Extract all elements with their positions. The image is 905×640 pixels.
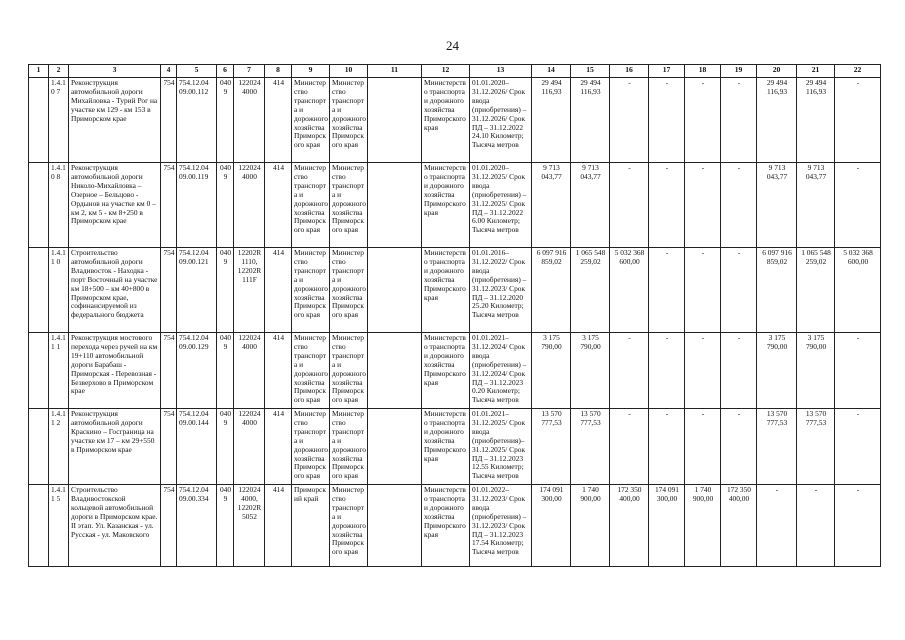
cell-col-21: 3 175 790,00 [797,333,835,409]
cell-developer: Министерство транспорта и дорожного хозяйства Приморского края [422,333,470,409]
column-header: 13 [470,65,532,78]
cell-col-11 [368,78,422,163]
cell-expense-type: 414 [265,409,292,485]
cell-budget-code: 754.12.04 09.00.121 [177,248,217,333]
cell-object-name: Строительство Владивостокской кольцевой автомобильной дороги в Приморском крае. II этап. Ул. Казанская - ул. Русская - ул. Маковского [69,485,161,567]
header-row [29,65,881,78]
column-header: 14 [532,65,571,78]
cell-target-code: 122024 4000 [234,333,265,409]
cell-cost-total: 29 494 116,93 [532,78,571,163]
cell-col-17: - [649,409,685,485]
cell-col-11 [368,485,422,567]
cell-period-capacity: 01.01.2016–31.12.2022/ Срок ввода (приобретения) – 31.12.2023/ Срок ПД – 31.12.2020 25.20 Километр; Тысяча метров [470,248,532,333]
cell-section-code: 0409 [217,248,234,333]
column-header: 16 [610,65,649,78]
column-header: 18 [685,65,721,78]
cell-col-18: - [685,248,721,333]
table-row [29,248,881,333]
cell-col-17: - [649,333,685,409]
cell-target-code: 122024 4000 [234,78,265,163]
column-header: 1 [29,65,49,78]
column-header: 8 [265,65,292,78]
cell-section-code: 0409 [217,333,234,409]
cell-developer: Министерство транспорта и дорожного хозяйства Приморского края [422,163,470,248]
cell-expense-type: 414 [265,163,292,248]
cell-cost-federal: - [610,409,649,485]
cell-cost-regional: 29 494 116,93 [571,78,610,163]
cell-object-name: Реконструкция автомобильной дороги Михайловка - Турий Рог на участке км 129 - км 153 в Приморском крае [69,78,161,163]
cell-col-17: - [649,78,685,163]
cell-col-19: 172 350 400,00 [721,485,757,567]
cell-col-22: - [835,78,881,163]
cell-col-1 [29,333,49,409]
cell-col-1 [29,248,49,333]
cell-col-22: - [835,409,881,485]
cell-period-capacity: 01.01.2021–31.12.2024/ Срок ввода (приобретения) – 31.12.2024/ Срок ПД – 31.12.2023 0.20 Километр; Тысяча метров [470,333,532,409]
cell-target-code: 12202R 1110, 12202R 111F [234,248,265,333]
table-row [29,163,881,248]
cell-cost-federal: - [610,333,649,409]
column-header: 15 [571,65,610,78]
cell-target-code: 122024 4000 [234,409,265,485]
cell-col-11 [368,248,422,333]
cell-col-1 [29,485,49,567]
cell-cost-total: 3 175 790,00 [532,333,571,409]
column-header: 3 [69,65,161,78]
cell-ministry-code: 754 [161,485,177,567]
cell-target-code: 122024 4000, 12202R 5052 [234,485,265,567]
cell-col-21: - [797,485,835,567]
cell-budget-code: 754.12.04 09.00.144 [177,409,217,485]
cell-section-code: 0409 [217,485,234,567]
cell-object-name: Реконструкция автомобильной дороги Николо-Михайловка – Озерное – Бельцово - Ордынов на участке км 0 – км 2, км 5 - км 8+250 в Приморском крае [69,163,161,248]
cell-cost-total: 13 570 777,53 [532,409,571,485]
cell-col-19: - [721,163,757,248]
column-header: 9 [292,65,330,78]
cell-col-18: - [685,409,721,485]
cell-cost-federal: 5 032 368 600,00 [610,248,649,333]
column-header: 22 [835,65,881,78]
cell-customer: Министерство транспорта и дорожного хозяйства Приморского края [330,248,368,333]
cell-col-21: 29 494 116,93 [797,78,835,163]
cell-col-18: - [685,333,721,409]
cell-cost-total: 6 097 916 859,02 [532,248,571,333]
cell-cost-regional: 1 740 900,00 [571,485,610,567]
cell-col-18: - [685,163,721,248]
cell-col-11 [368,409,422,485]
column-header: 21 [797,65,835,78]
table-row [29,333,881,409]
cell-target-code: 122024 4000 [234,163,265,248]
cell-expense-type: 414 [265,248,292,333]
cell-col-11 [368,163,422,248]
cell-col-17: - [649,163,685,248]
cell-col-20: 29 494 116,93 [757,78,797,163]
cell-col-21: 9 713 043,77 [797,163,835,248]
column-header: 19 [721,65,757,78]
cell-responsible: Министерство транспорта и дорожного хозяйства Приморского края [292,163,330,248]
cell-col-20: 13 570 777,53 [757,409,797,485]
column-header: 4 [161,65,177,78]
page-number: 24 [446,38,459,53]
cell-item-number: 1.4.11 2 [49,409,69,485]
cell-responsible: Министерство транспорта и дорожного хозяйства Приморского края [292,248,330,333]
cell-ministry-code: 754 [161,333,177,409]
cell-col-20: 6 097 916 859,02 [757,248,797,333]
cell-col-20: - [757,485,797,567]
cell-object-name: Реконструкция автомобильной дороги Краскино – Госграница на участке км 17 – км 29+550 в Приморском крае [69,409,161,485]
cell-developer: Министерство транспорта и дорожного хозяйства Приморского края [422,485,470,567]
cell-col-19: - [721,248,757,333]
cell-col-19: - [721,409,757,485]
cell-period-capacity: 01.01.2022–31.12.2023/ Срок ввода (приобретения) – 31.12.2023/ Срок ПД – 31.12.2023 17.54 Километр; Тысяча метров [470,485,532,567]
cell-col-11 [368,333,422,409]
cell-responsible: Министерство транспорта и дорожного хозяйства Приморского края [292,78,330,163]
cell-customer: Министерство транспорта и дорожного хозяйства Приморского края [330,333,368,409]
cell-cost-total: 9 713 043,77 [532,163,571,248]
cell-customer: Министерство транспорта и дорожного хозяйства Приморского края [330,163,368,248]
cell-budget-code: 754.12.04 09.00.334 [177,485,217,567]
cell-col-20: 9 713 043,77 [757,163,797,248]
column-header: 2 [49,65,69,78]
cell-col-1 [29,163,49,248]
column-header: 10 [330,65,368,78]
cell-col-18: 1 740 900,00 [685,485,721,567]
column-header: 5 [177,65,217,78]
cell-expense-type: 414 [265,333,292,409]
table-row [29,409,881,485]
cell-cost-total: 174 091 300,00 [532,485,571,567]
cell-col-22: - [835,163,881,248]
cell-col-19: - [721,78,757,163]
cell-period-capacity: 01.01.2021–31.12.2025/ Срок ввода (приобретения)– 31.12.2025/ Срок ПД – 31.12.2023 12.55 Километр; Тысяча метров [470,409,532,485]
cell-expense-type: 414 [265,78,292,163]
table-row [29,485,881,567]
column-header: 20 [757,65,797,78]
cell-col-21: 13 570 777,53 [797,409,835,485]
cell-developer: Министерство транспорта и дорожного хозяйства Приморского края [422,78,470,163]
cell-col-20: 3 175 790,00 [757,333,797,409]
cell-cost-regional: 3 175 790,00 [571,333,610,409]
column-header: 7 [234,65,265,78]
cell-expense-type: 414 [265,485,292,567]
cell-responsible: Приморский край [292,485,330,567]
cell-period-capacity: 01.01.2020–31.12.2025/ Срок ввода (приобретения) – 31.12.2025/ Срок ПД – 31.12.2022 6.00 Километр; Тысяча метров [470,163,532,248]
cell-item-number: 1.4.11 0 [49,248,69,333]
cell-budget-code: 754.12.04 09.00.119 [177,163,217,248]
cell-ministry-code: 754 [161,248,177,333]
cell-ministry-code: 754 [161,163,177,248]
column-header: 17 [649,65,685,78]
cell-section-code: 0409 [217,409,234,485]
cell-object-name: Строительство автомобильной дороги Владивосток - Находка - порт Восточный на участке км 18+500 – км 40+800 в Приморском крае, софинансируемой из федерального бюджета [69,248,161,333]
cell-object-name: Реконструкция мостового перехода через ручей на км 19+110 автомобильной дороги Барабаш - Приморская - Перевозная - Безверхово в Приморском крае [69,333,161,409]
cell-col-22: 5 032 368 600,00 [835,248,881,333]
cell-cost-federal: - [610,163,649,248]
cell-cost-federal: 172 350 400,00 [610,485,649,567]
cell-developer: Министерство транспорта и дорожного хозяйства Приморского края [422,409,470,485]
cell-period-capacity: 01.01.2020–31.12.2026/ Срок ввода (приобретения) – 31.12.2026/ Срок ПД – 31.12.2022 24.10 Километр; Тысяча метров [470,78,532,163]
cell-item-number: 1.4.11 1 [49,333,69,409]
cell-section-code: 0409 [217,78,234,163]
cell-cost-regional: 1 065 548 259,02 [571,248,610,333]
cell-col-1 [29,409,49,485]
cell-item-number: 1.4.10 7 [49,78,69,163]
cell-cost-regional: 9 713 043,77 [571,163,610,248]
cell-developer: Министерство транспорта и дорожного хозяйства Приморского края [422,248,470,333]
cell-col-21: 1 065 548 259,02 [797,248,835,333]
cell-col-18: - [685,78,721,163]
cell-cost-federal: - [610,78,649,163]
cell-col-19: - [721,333,757,409]
cell-responsible: Министерство транспорта и дорожного хозяйства Приморского края [292,333,330,409]
cell-cost-regional: 13 570 777,53 [571,409,610,485]
cell-item-number: 1.4.11 5 [49,485,69,567]
cell-budget-code: 754.12.04 09.00.129 [177,333,217,409]
cell-budget-code: 754.12.04 09.00.112 [177,78,217,163]
table-row [29,78,881,163]
cell-ministry-code: 754 [161,78,177,163]
cell-item-number: 1.4.10 8 [49,163,69,248]
column-header: 11 [368,65,422,78]
column-header: 12 [422,65,470,78]
cell-customer: Министерство транспорта и дорожного хозяйства Приморского края [330,409,368,485]
cell-col-17: - [649,248,685,333]
column-header: 6 [217,65,234,78]
cell-col-22: - [835,485,881,567]
cell-section-code: 0409 [217,163,234,248]
cell-ministry-code: 754 [161,409,177,485]
cell-col-22: - [835,333,881,409]
cell-col-1 [29,78,49,163]
cell-customer: Министерство транспорта и дорожного хозяйства Приморского края [330,78,368,163]
budget-table [28,64,881,567]
cell-col-17: 174 091 300,00 [649,485,685,567]
cell-responsible: Министерство транспорта и дорожного хозяйства Приморского края [292,409,330,485]
cell-customer: Министерство транспорта и дорожного хозяйства Приморского края [330,485,368,567]
